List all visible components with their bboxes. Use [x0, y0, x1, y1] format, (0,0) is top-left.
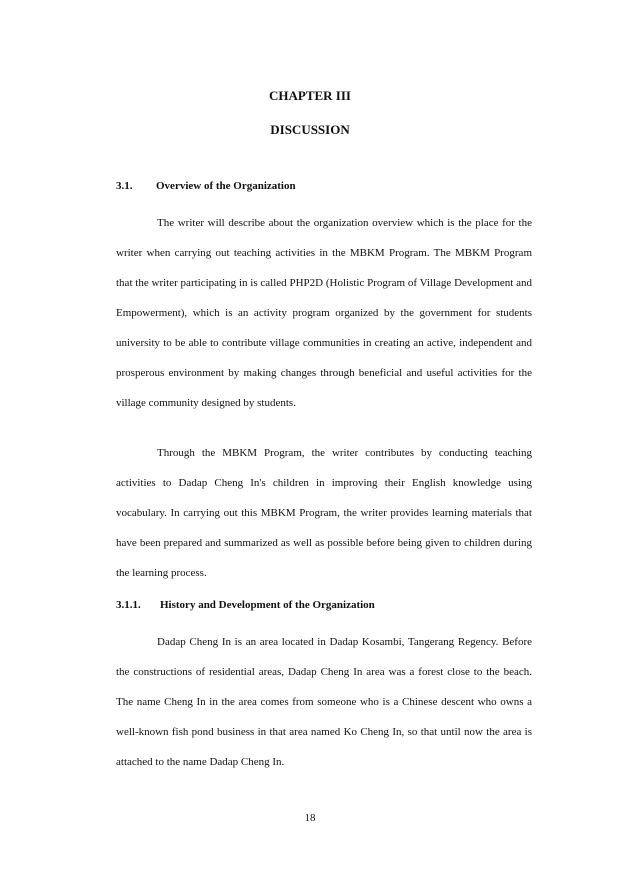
paragraph-history-1: Dadap Cheng In is an area located in Dadap Kosambi, Tangerang Regency. Before the constructions of residential areas, Dadap Cheng In area was a forest close to the beach. The name Cheng In in the area comes from someone who is a Chinese descent who owns a well-known fish pond business in that area named Ko Cheng In, so that until now the area is attached to the name Dadap Cheng In. — [116, 636, 532, 768]
section-heading-3-1-1 — [116, 599, 536, 611]
paragraph-overview-2: Through the MBKM Program, the writer contributes by conducting teaching activities to Dadap Cheng In's children in improving their English knowledge using vocabulary. In carrying out this MBKM Program, the writer provides learning materials that have been prepared and summarized as well as possible before being given to children during the learning process. — [116, 447, 532, 579]
chapter-title: CHAPTER III — [269, 88, 351, 103]
section-number: 3.1.1. — [116, 599, 141, 611]
section-heading-3-1 — [116, 180, 536, 192]
page-number: 18 — [304, 812, 316, 824]
section-number: 3.1. — [116, 180, 133, 192]
section-title: History and Development of the Organization — [160, 599, 375, 611]
section-title: Overview of the Organization — [156, 180, 296, 192]
chapter-subtitle: DISCUSSION — [270, 122, 350, 137]
paragraph-overview-1: The writer will describe about the organization overview which is the place for the writer when carrying out teaching activities in the MBKM Program. The MBKM Program that the writer participating in is called PHP2D (Holistic Program of Village Development and Empowerment), which is an activity program organized by the government for students university to be able to contribute village communities in creating an active, independent and prosperous environment by making changes through beneficial and useful activities for the village community designed by students. — [116, 217, 532, 409]
